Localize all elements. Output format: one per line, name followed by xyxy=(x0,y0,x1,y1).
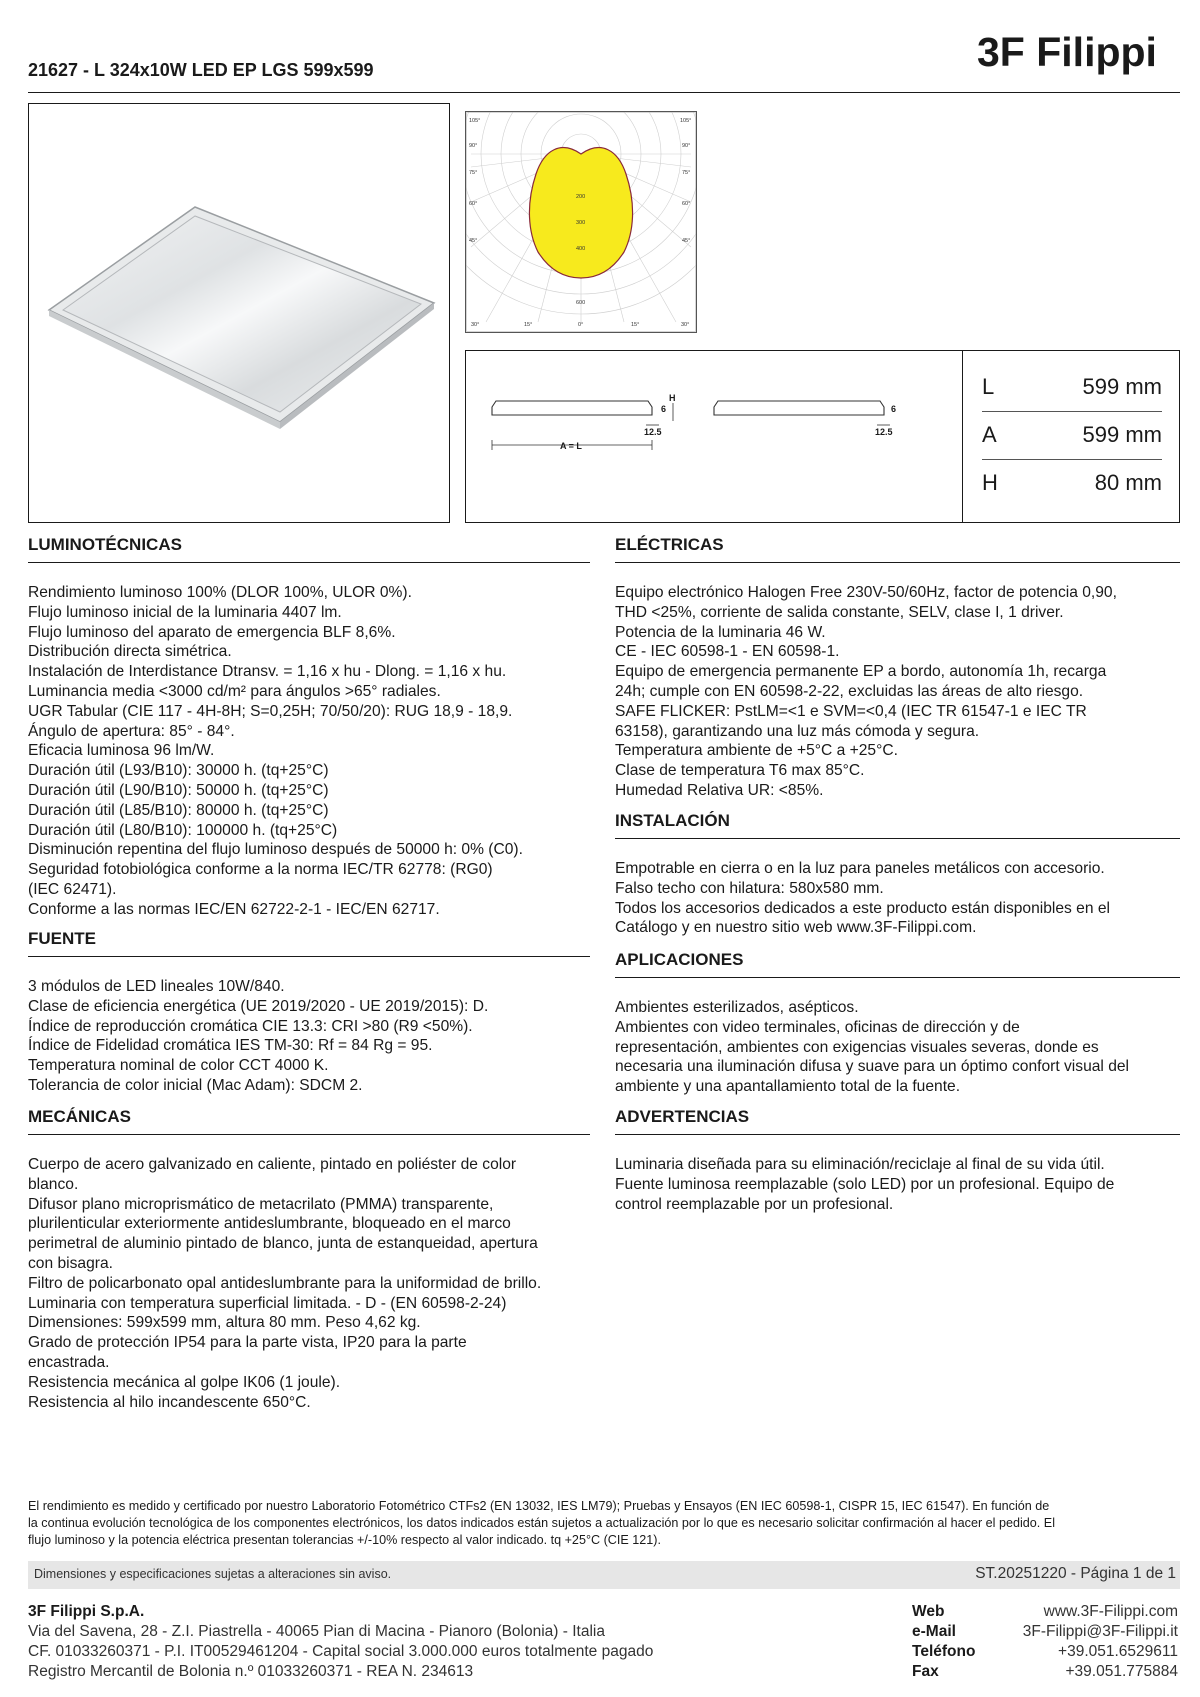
text-line: Equipo electrónico Halogen Free 230V-50/60Hz, factor de potencia 0,90, xyxy=(615,584,1117,601)
text-line: Conforme a las normas IEC/EN 62722-2-1 - IEC/EN 62717. xyxy=(28,900,440,918)
text-line: 63158), garantizando una luz más cómoda y segura. xyxy=(615,722,980,740)
text-line: Ángulo de apertura: 85° - 84°. xyxy=(28,722,235,740)
text-line: representación, ambientes con exigencias visuales severas, donde es xyxy=(615,1038,1099,1056)
product-title: 21627 - L 324x10W LED EP LGS 599x599 xyxy=(28,60,374,80)
text-line: blanco. xyxy=(28,1175,79,1193)
dimension-key: A xyxy=(982,422,997,447)
text-line: Duración útil (L80/B10): 100000 h. (tq+25°C) xyxy=(28,821,338,839)
dim-label-h: H xyxy=(669,393,676,403)
dim-label-a-l: A = L xyxy=(560,441,582,451)
polar-radial-label: 600 xyxy=(576,300,586,306)
section-luminotecnicas xyxy=(28,532,590,920)
text-line: Luminaria con temperatura superficial limitada. - D - (EN 60598-2-24) xyxy=(28,1294,507,1312)
section-body xyxy=(28,583,590,920)
polar-radial-label: 200 xyxy=(576,194,586,200)
section-body xyxy=(28,977,590,1096)
dim-label-6: 6 xyxy=(891,404,897,414)
polar-angle-label: 45° xyxy=(469,238,478,244)
text-line: Falso techo con hilatura: 580x580 mm. xyxy=(615,879,884,897)
section-mecanicas xyxy=(28,1104,590,1412)
text-line: Tolerancia de color inicial (Mac Adam): SDCM 2. xyxy=(28,1076,363,1094)
text-line: Rendimiento luminoso 100% (DLOR 100%, ULOR 0%). xyxy=(28,584,412,601)
dimension-key: L xyxy=(982,374,995,399)
page-reference: ST.20251220 - Página 1 de 1 xyxy=(975,1565,1176,1582)
section-body xyxy=(615,859,1180,938)
contact-web-link[interactable]: www.3F-Filippi.com xyxy=(1043,1603,1178,1620)
text-line: CE - IEC 60598-1 - EN 60598-1. xyxy=(615,643,840,661)
text-line: SAFE FLICKER: PstLM=<1 e SVM=<0,4 (IEC TR 61547-1 e IEC TR xyxy=(615,702,1087,720)
text-line: THD <25%, corriente de salida constante, SELV, clase I, 1 driver. xyxy=(615,603,1064,621)
contact-phone: +39.051.6529611 xyxy=(1058,1643,1178,1660)
contact-label-email: e-Mail xyxy=(912,1623,956,1640)
contact-label-fax: Fax xyxy=(912,1663,939,1680)
contact-label-phone: Teléfono xyxy=(912,1643,976,1660)
section-instalacion xyxy=(615,808,1180,938)
polar-angle-label: 15° xyxy=(631,322,640,328)
polar-angle-label: 45° xyxy=(682,238,691,244)
text-line: Duración útil (L85/B10): 80000 h. (tq+25°C) xyxy=(28,801,329,819)
text-line: Luminancia media <3000 cd/m² para ángulos >65° radiales. xyxy=(28,682,441,700)
text-line: Clase de temperatura T6 max 85°C. xyxy=(615,762,865,780)
section-title: INSTALACIÓN xyxy=(615,811,730,830)
section-title: FUENTE xyxy=(28,929,96,948)
text-line: Ambientes esterilizados, asépticos. xyxy=(615,999,859,1016)
text-line: Difusor plano microprismático de metacrilato (PMMA) transparente, xyxy=(28,1195,494,1213)
section-body xyxy=(615,998,1180,1097)
text-line: Distribución directa simétrica. xyxy=(28,643,232,661)
text-line: Clase de eficiencia energética (UE 2019/2020 - UE 2019/2015): D. xyxy=(28,997,489,1015)
text-line: Ambientes con video terminales, oficinas de dirección y de xyxy=(615,1018,1020,1036)
dim-label-12-5: 12.5 xyxy=(644,427,662,437)
dimension-row-l xyxy=(982,364,1162,412)
text-line: Índice de Fidelidad cromática IES TM-30: Rf = 84 Rg = 95. xyxy=(28,1037,433,1055)
text-line: Resistencia mecánica al golpe IK06 (1 joule). xyxy=(28,1373,341,1391)
polar-angle-label: 105° xyxy=(469,118,481,124)
company-fiscal: CF. 01033260371 - P.I. IT00529461204 - Capital social 3.000.000 euros totalmente pagado xyxy=(28,1643,654,1660)
dim-label-12-5: 12.5 xyxy=(875,427,893,437)
text-line: Equipo de emergencia permanente EP a bordo, autonomía 1h, recarga xyxy=(615,663,1107,681)
photometric-polar-diagram xyxy=(465,111,697,333)
text-line: UGR Tabular (CIE 117 - 4H-8H; S=0,25H; 70/50/20): RUG 18,9 - 18,9. xyxy=(28,702,513,720)
section-rule xyxy=(615,1134,1180,1135)
dimension-value: 599 mm xyxy=(1082,374,1162,399)
text-line: Humedad Relativa UR: <85%. xyxy=(615,781,824,799)
text-line: con bisagra. xyxy=(28,1254,113,1272)
text-line: Luminaria diseñada para su eliminación/reciclaje al final de su vida útil. xyxy=(615,1156,1105,1173)
text-line: Disminución repentina del flujo luminoso después de 50000 h: 0% (C0). xyxy=(28,841,523,859)
header-rule xyxy=(28,92,1180,93)
text-line: flujo luminoso y la potencia eléctrica presentan tolerancias +/-10% respecto al valor indicado. tq +25°C (CIE 121). xyxy=(28,1533,661,1548)
text-line: perimetral de aluminio pintado de blanco, junta de estanqueidad, apertura xyxy=(28,1235,538,1253)
text-line: Duración útil (L90/B10): 50000 h. (tq+25°C) xyxy=(28,781,329,799)
section-title: LUMINOTÉCNICAS xyxy=(28,535,182,554)
dimension-value: 599 mm xyxy=(1082,422,1162,447)
logo-text: 3F Filippi xyxy=(977,29,1157,75)
section-fuente xyxy=(28,926,590,1096)
company-address: Via del Savena, 28 - Z.I. Piastrella - 40065 Pian di Macina - Pianoro (Bolonia) - Italia xyxy=(28,1623,605,1640)
polar-angle-label: 30° xyxy=(471,322,480,328)
section-aplicaciones xyxy=(615,947,1180,1097)
contact-email-link[interactable]: 3F-Filippi@3F-Filippi.it xyxy=(1022,1623,1178,1640)
text-line: Índice de reproducción cromática CIE 13.3: CRI >80 (R9 <50%). xyxy=(28,1017,473,1035)
text-line: Temperatura nominal de color CCT 4000 K. xyxy=(28,1057,329,1075)
section-body xyxy=(615,583,1180,801)
dimension-row-h xyxy=(982,460,1162,508)
intensity-curve xyxy=(529,148,632,278)
polar-angle-label: 60° xyxy=(469,201,478,207)
polar-angle-label: 15° xyxy=(524,322,533,328)
section-title: APLICACIONES xyxy=(615,950,744,969)
polar-angle-label: 90° xyxy=(469,143,478,149)
text-line: control reemplazable por un profesional. xyxy=(615,1195,894,1213)
text-line: plurilenticular exteriormente antideslumbrante, bloqueado en el marco xyxy=(28,1215,511,1233)
text-line: (IEC 62471). xyxy=(28,880,117,898)
section-body xyxy=(615,1155,1180,1214)
text-line: Potencia de la luminaria 46 W. xyxy=(615,623,826,641)
polar-angle-label: 75° xyxy=(682,170,691,176)
company-registry: Registro Mercantil de Bolonia n.º 01033260371 - REA N. 234613 xyxy=(28,1663,474,1680)
text-line: la continua evolución tecnológica de los componentes electrónicos, los datos indicados están sujetos a actualización por lo que es necesario solicitar confirmación al hacer el pedido. El xyxy=(28,1516,1055,1531)
text-line: Flujo luminoso del aparato de emergencia BLF 8,6%. xyxy=(28,623,396,641)
text-line: Temperatura ambiente de +5°C a +25°C. xyxy=(615,742,898,760)
text-line: Catálogo y en nuestro sitio web www.3F-Filippi.com. xyxy=(615,919,977,937)
section-electricas xyxy=(615,532,1180,801)
contact-fax: +39.051.775884 xyxy=(1065,1663,1178,1680)
dimension-drawing xyxy=(466,351,963,522)
text-line: Seguridad fotobiológica conforme a la norma IEC/TR 62778: (RG0) xyxy=(28,861,493,879)
text-line: Fuente luminosa reemplazable (solo LED) por un profesional. Equipo de xyxy=(615,1175,1115,1193)
section-title: MECÁNICAS xyxy=(28,1107,131,1126)
text-line: Flujo luminoso inicial de la luminaria 4407 lm. xyxy=(28,603,342,621)
dimension-key: H xyxy=(982,470,998,495)
section-title: ADVERTENCIAS xyxy=(615,1107,750,1126)
text-line: Dimensiones: 599x599 mm, altura 80 mm. Peso 4,62 kg. xyxy=(28,1314,421,1332)
text-line: Duración útil (L93/B10): 30000 h. (tq+25°C) xyxy=(28,762,329,780)
section-rule xyxy=(615,838,1180,839)
luminaire-panel-illustration xyxy=(29,104,449,522)
text-line: El rendimiento es medido y certificado por nuestro Laboratorio Fotométrico CTFs2 (EN 13032, IES LM79); Pruebas y Ensayos (EN IEC 60598-1, CISPR 15, IEC 61547). En función de xyxy=(28,1499,1050,1513)
polar-radial-label: 400 xyxy=(576,246,586,252)
text-line: Eficacia luminosa 96 lm/W. xyxy=(28,742,215,760)
section-title: ELÉCTRICAS xyxy=(615,535,724,554)
dim-label-6: 6 xyxy=(661,404,667,414)
product-image xyxy=(28,103,450,523)
section-rule xyxy=(28,956,590,957)
section-rule xyxy=(615,977,1180,978)
polar-angle-label: 0° xyxy=(578,322,584,328)
text-line: Cuerpo de acero galvanizado en caliente, pintado en poliéster de color xyxy=(28,1156,517,1173)
polar-radial-label: 300 xyxy=(576,220,586,226)
section-rule xyxy=(615,562,1180,563)
section-rule xyxy=(28,1134,590,1135)
polar-angle-label: 75° xyxy=(469,170,478,176)
text-line: necesaria una iluminación difusa y suave para un óptimo confort visual del xyxy=(615,1058,1130,1076)
polar-angle-label: 60° xyxy=(682,201,691,207)
text-line: Filtro de policarbonato opal antideslumbrante para la uniformidad de brillo. xyxy=(28,1274,542,1292)
text-line: encastrada. xyxy=(28,1353,110,1371)
text-line: Resistencia al hilo incandescente 650°C. xyxy=(28,1393,311,1411)
text-line: 24h; cumple con EN 60598-2-22, excluidas las áreas de alto riesgo. xyxy=(615,682,1084,700)
section-rule xyxy=(28,562,590,563)
text-line: Todos los accesorios dedicados a este producto están disponibles en el xyxy=(615,899,1110,917)
company-name: 3F Filippi S.p.A. xyxy=(28,1603,145,1620)
footnote xyxy=(28,1498,1180,1550)
dimensions-divider xyxy=(962,350,963,523)
dimension-row-a xyxy=(982,412,1162,460)
text-line: 3 módulos de LED lineales 10W/840. xyxy=(28,978,285,995)
polar-angle-label: 30° xyxy=(681,322,690,328)
text-line: Instalación de Interdistance Dtransv. = 1,16 x hu - Dlong. = 1,16 x hu. xyxy=(28,663,507,681)
text-line: Grado de protección IP54 para la parte vista, IP20 para la parte xyxy=(28,1334,467,1352)
contact-label-web: Web xyxy=(912,1603,945,1620)
polar-angle-label: 105° xyxy=(680,118,692,124)
disclaimer-text: Dimensiones y especificaciones sujetas a alteraciones sin aviso. xyxy=(34,1567,392,1581)
brand-logo xyxy=(977,26,1177,76)
section-body xyxy=(28,1155,590,1412)
dimension-value: 80 mm xyxy=(1094,470,1162,495)
polar-angle-label: 90° xyxy=(682,143,691,149)
section-advertencias xyxy=(615,1104,1180,1214)
text-line: ambiente y una apantallamiento total de la fuente. xyxy=(615,1078,961,1096)
text-line: Empotrable en cierra o en la luz para paneles metálicos con accesorio. xyxy=(615,860,1105,877)
